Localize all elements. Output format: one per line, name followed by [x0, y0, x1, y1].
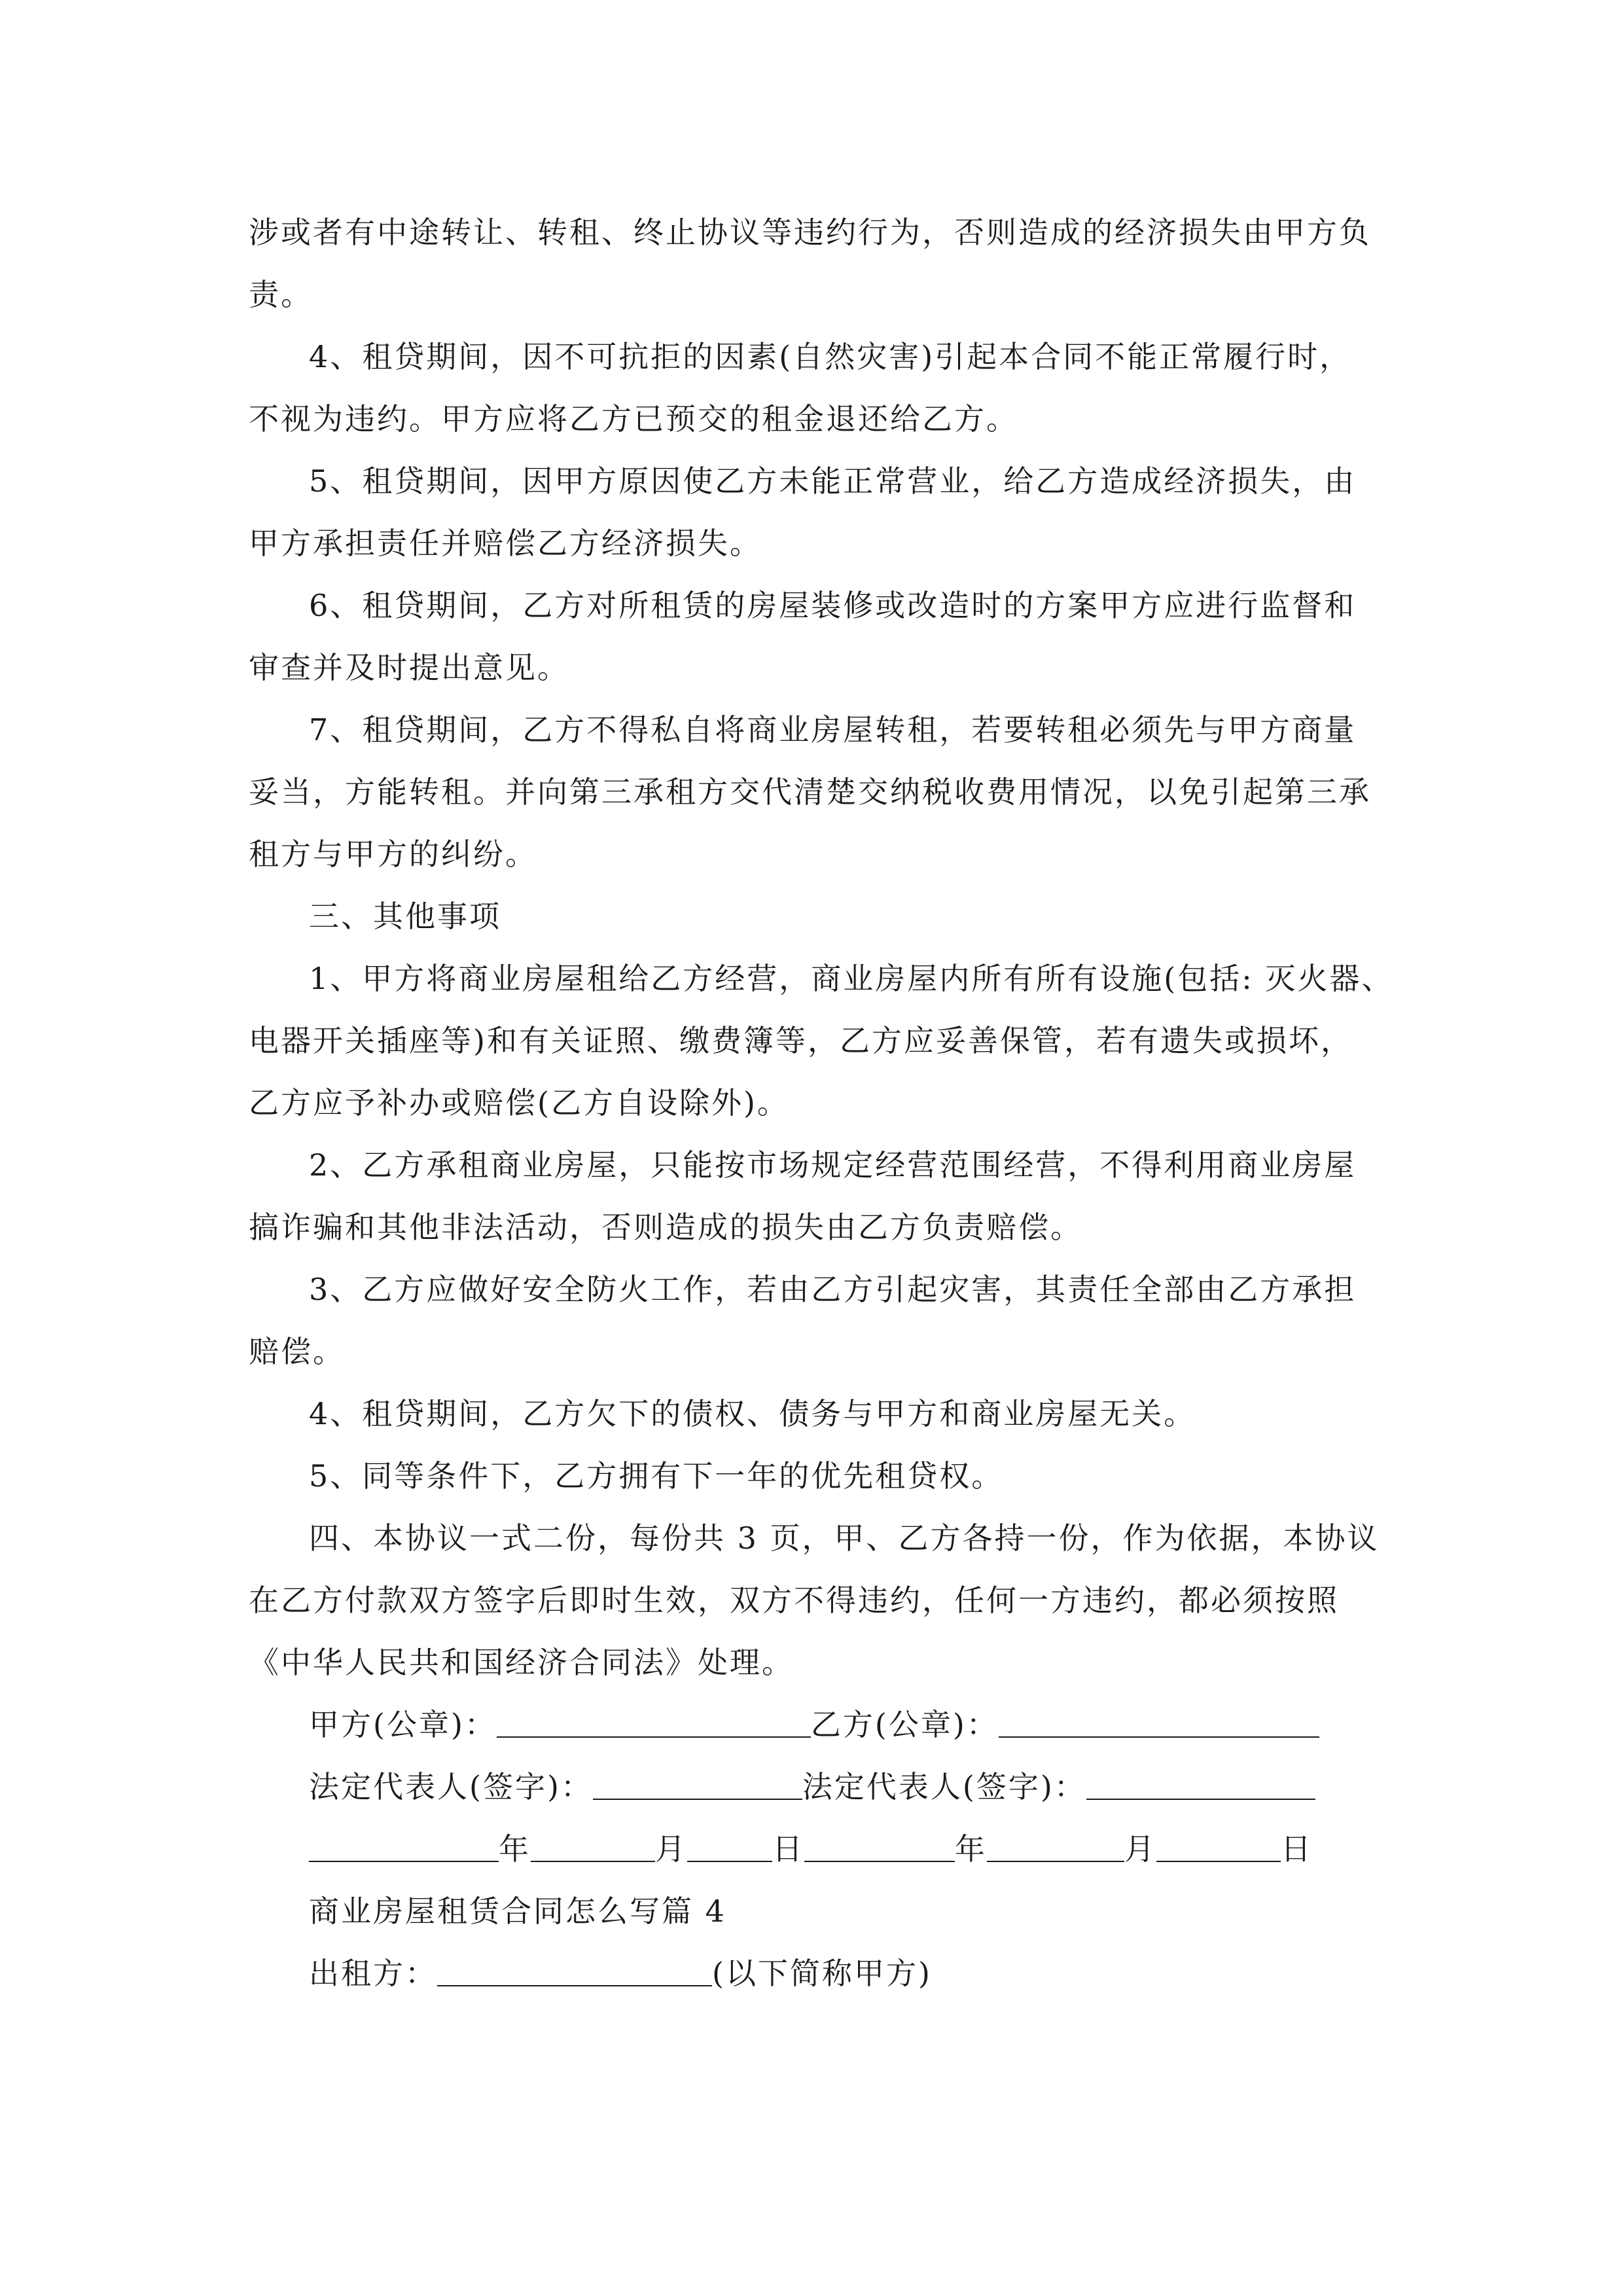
year-b-label: 年	[955, 1831, 987, 1867]
paragraph-line: 电器开关插座等)和有关证照、缴费簿等，乙方应妥善保管，若有遗失或损坏，	[249, 1023, 1353, 1058]
day-a-blank	[687, 1835, 772, 1862]
paragraph-line: 甲方承担责任并赔偿乙方经济损失。	[249, 526, 762, 561]
representative-row	[309, 1767, 1387, 1806]
paragraph-line: 涉或者有中途转让、转租、终止协议等违约行为，否则造成的经济损失由甲方负	[249, 215, 1371, 250]
year-a-label: 年	[499, 1831, 531, 1867]
paragraph-line: 乙方应予补办或赔偿(乙方自设除外)。	[249, 1085, 789, 1121]
year-a-blank	[309, 1835, 499, 1862]
party-a-seal-blank	[497, 1710, 811, 1738]
clause-3-2-line: 2、乙方承租商业房屋，只能按市场规定经营范围经营，不得利用商业房屋	[309, 1147, 1357, 1183]
year-b-blank	[804, 1835, 955, 1862]
lessor-row	[309, 1954, 1387, 1993]
lessor-blank	[437, 1959, 712, 1986]
paragraph-line: 赔偿。	[249, 1334, 345, 1369]
section-four-line: 四、本协议一式二份，每份共 3 页，甲、乙方各持一份，作为依据，本协议	[309, 1520, 1380, 1556]
clause-3-5-line: 5、同等条件下，乙方拥有下一年的优先租贷权。	[309, 1458, 1004, 1494]
clause-2-4-line: 4、租贷期间，因不可抗拒的因素(自然灾害)引起本合同不能正常履行时，	[309, 339, 1352, 374]
paragraph-line: 在乙方付款双方签字后即时生效，双方不得违约，任何一方违约，都必须按照	[249, 1583, 1339, 1618]
clause-3-3-line: 3、乙方应做好安全防火工作，若由乙方引起灾害，其责任全部由乙方承担	[309, 1272, 1357, 1307]
rep-a-blank	[593, 1772, 802, 1800]
paragraph-line: 责。	[249, 277, 313, 312]
next-contract-title: 商业房屋租赁合同怎么写篇 4	[309, 1893, 726, 1929]
date-row	[309, 1829, 1387, 1869]
party-b-seal-blank	[999, 1710, 1319, 1738]
paragraph-line: 搞诈骗和其他非法活动，否则造成的损失由乙方负责赔偿。	[249, 1210, 1082, 1245]
lessor-label: 出租方：	[309, 1956, 437, 1991]
clause-3-4-line: 4、租贷期间，乙方欠下的债权、债务与甲方和商业房屋无关。	[309, 1396, 1196, 1431]
paragraph-line: 不视为违约。甲方应将乙方已预交的租金退还给乙方。	[249, 401, 1018, 437]
party-a-seal-label: 甲方(公章)：	[309, 1707, 497, 1742]
rep-b-blank	[1086, 1772, 1315, 1800]
section-heading-other-matters: 三、其他事项	[309, 899, 501, 934]
clause-3-1-line: 1、甲方将商业房屋租给乙方经营，商业房屋内所有所有设施(包括: 灭火器、	[309, 961, 1394, 996]
day-b-blank	[1156, 1835, 1281, 1862]
paragraph-line: 《中华人民共和国经济合同法》处理。	[249, 1645, 794, 1680]
paragraph-line: 妥当，方能转租。并向第三承租方交代清楚交纳税收费用情况，以免引起第三承	[249, 774, 1371, 810]
clause-2-6-line: 6、租贷期间，乙方对所租赁的房屋装修或改造时的方案甲方应进行监督和	[309, 588, 1357, 623]
day-b-label: 日	[1281, 1831, 1313, 1867]
paragraph-line: 审查并及时提出意见。	[249, 650, 569, 685]
lessor-suffix: (以下简称甲方)	[712, 1956, 932, 1991]
month-a-label: 月	[655, 1831, 687, 1867]
paragraph-line: 租方与甲方的纠纷。	[249, 836, 537, 872]
month-a-blank	[531, 1835, 655, 1862]
month-b-label: 月	[1124, 1831, 1156, 1867]
clause-2-5-line: 5、租贷期间，因甲方原因使乙方未能正常营业，给乙方造成经济损失，由	[309, 463, 1357, 499]
rep-b-label: 法定代表人(签字)：	[802, 1769, 1086, 1804]
seal-row	[309, 1705, 1387, 1744]
clause-2-7-line: 7、租贷期间，乙方不得私自将商业房屋转租，若要转租必须先与甲方商量	[309, 712, 1357, 747]
month-b-blank	[987, 1835, 1124, 1862]
day-a-label: 日	[772, 1831, 804, 1867]
rep-a-label: 法定代表人(签字)：	[309, 1769, 593, 1804]
party-b-seal-label: 乙方(公章)：	[810, 1707, 999, 1742]
